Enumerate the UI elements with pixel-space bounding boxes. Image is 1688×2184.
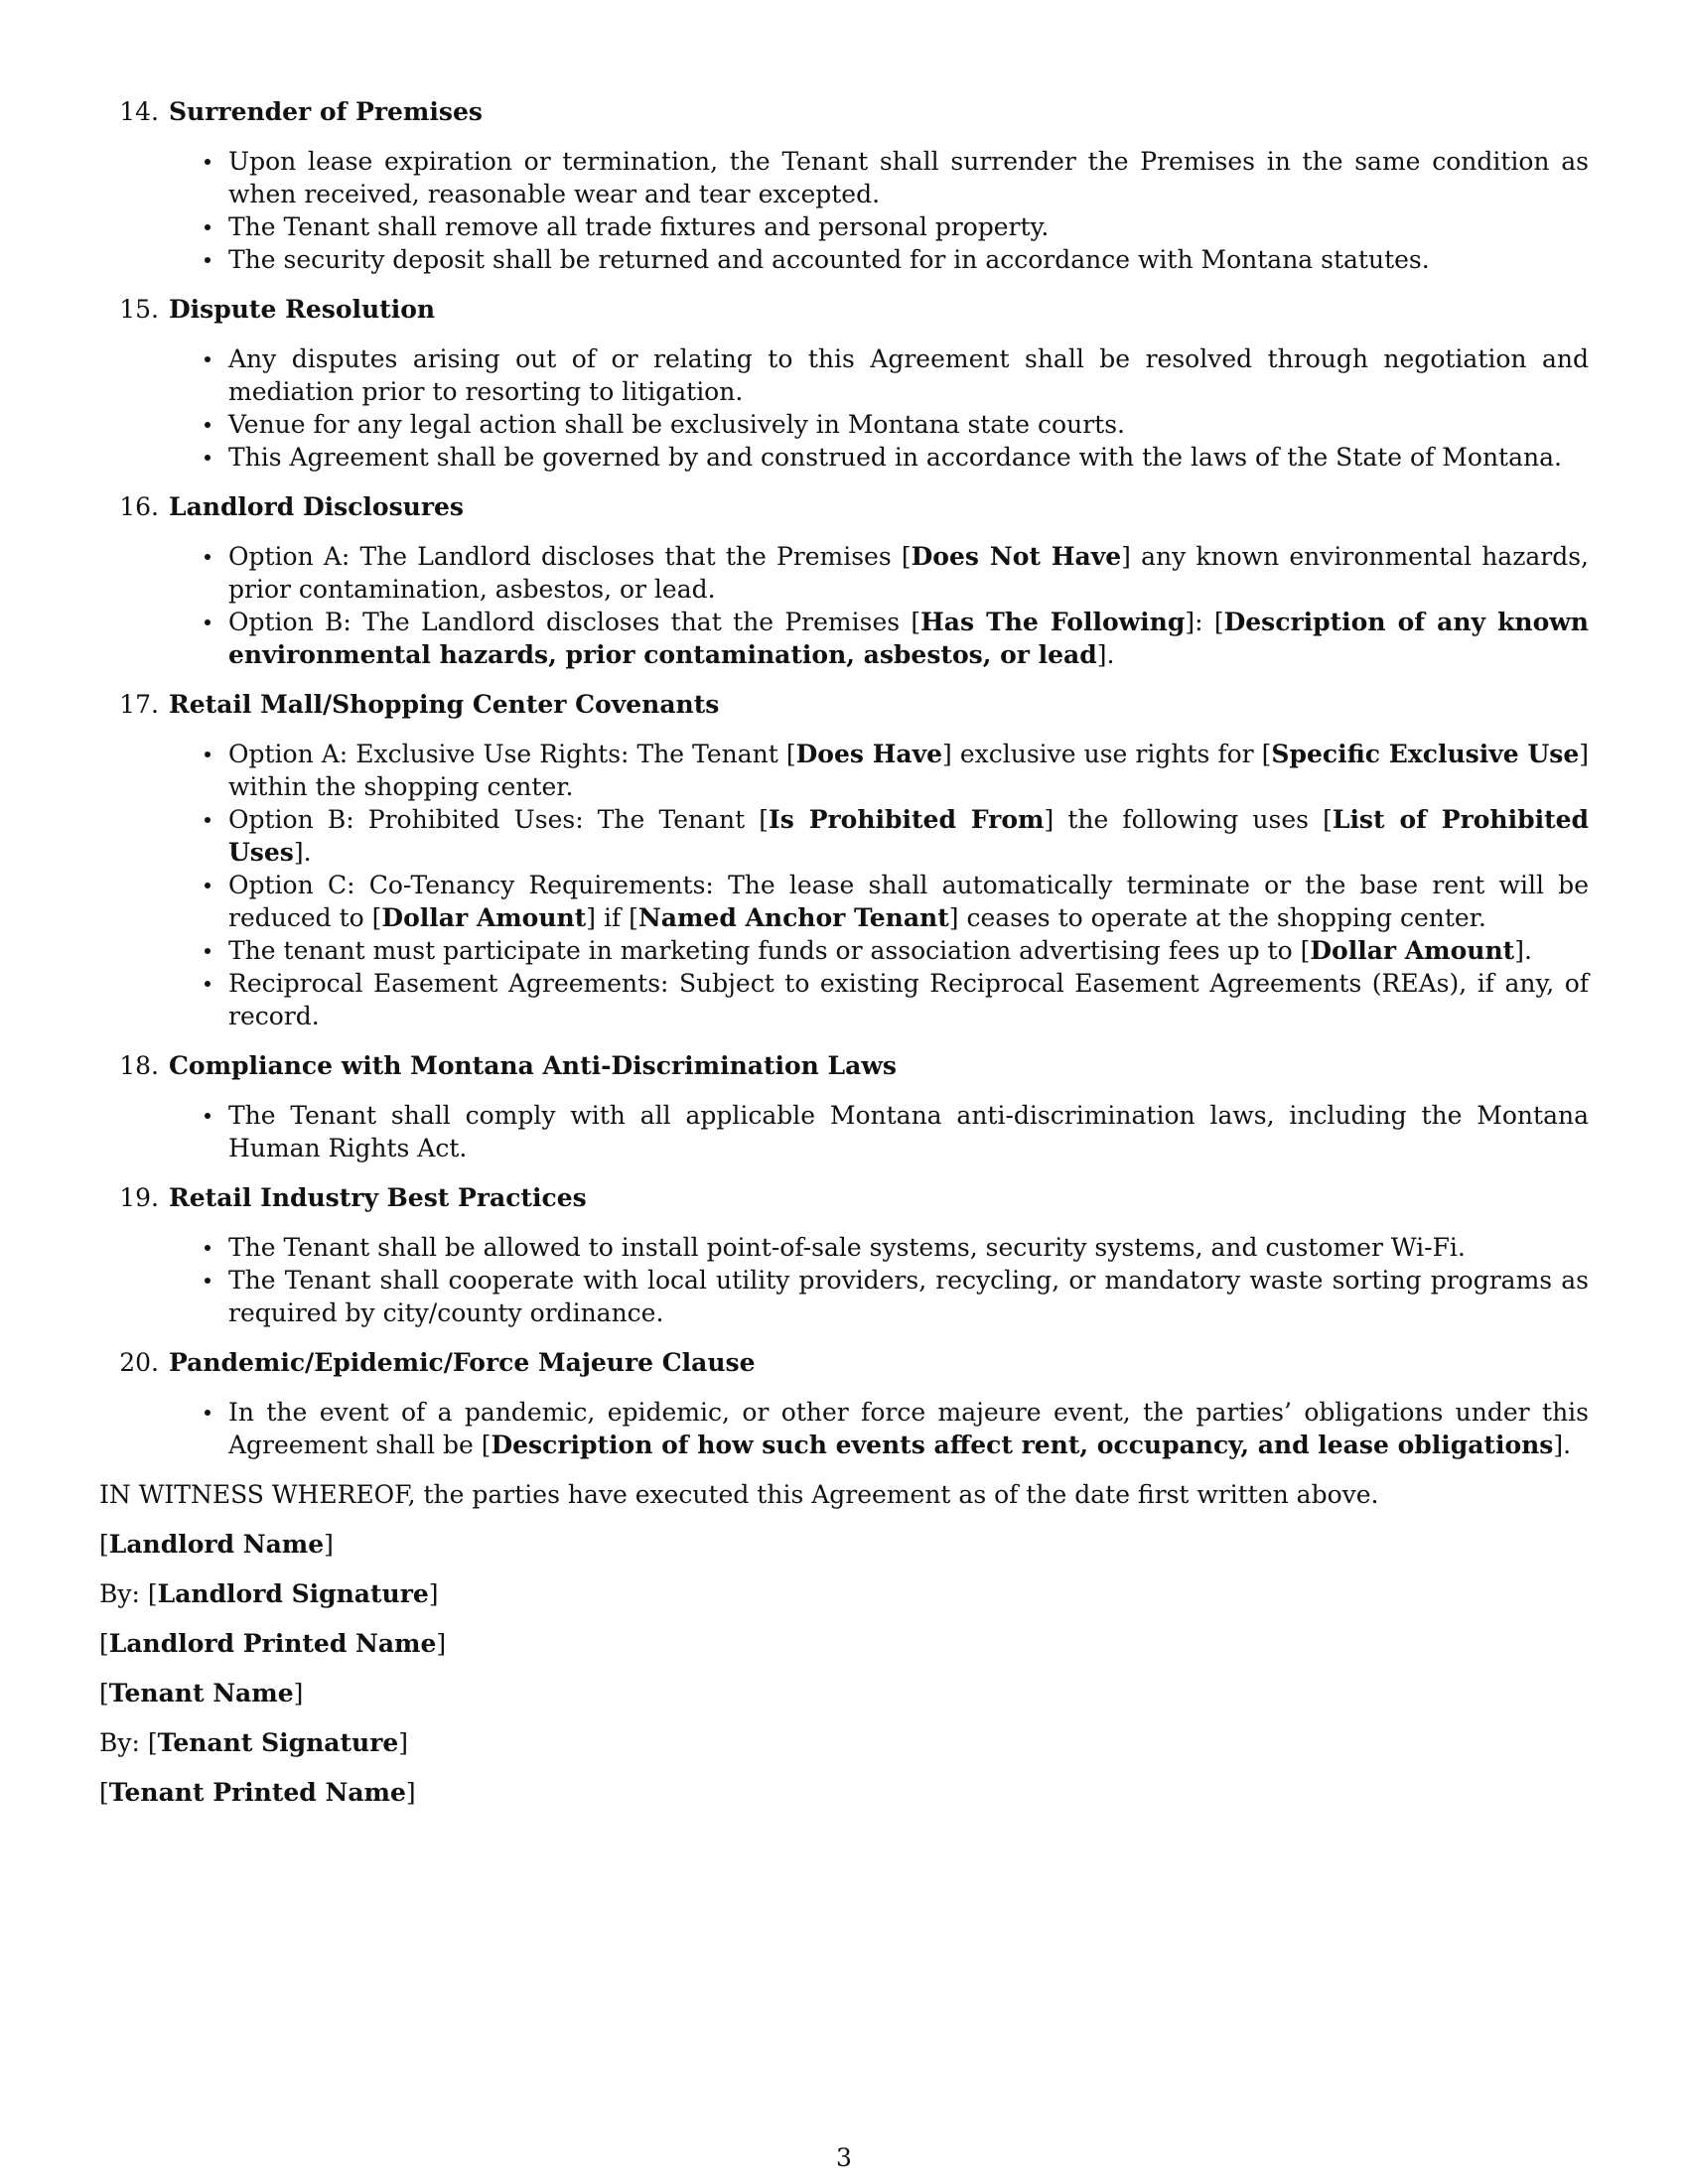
bullet-item	[228, 408, 1589, 441]
section-title: Retail Industry Best Practices	[169, 1183, 587, 1212]
placeholder-field: Named Anchor Tenant	[637, 903, 949, 932]
signature-line	[99, 1577, 1589, 1610]
text-run: ]: [	[1185, 608, 1224, 636]
text-run: [	[99, 1679, 109, 1707]
signature-line	[99, 1627, 1589, 1660]
section-title: Dispute Resolution	[169, 295, 436, 324]
bullet-list	[99, 145, 1589, 276]
bullet-item	[228, 934, 1589, 967]
placeholder-field: Dollar Amount	[1310, 936, 1515, 965]
section-number: 18.	[119, 1051, 159, 1080]
placeholder-field: Tenant Printed Name	[108, 1778, 406, 1807]
section-title: Landlord Disclosures	[169, 492, 465, 521]
bullet-list	[99, 1396, 1589, 1461]
section-number: 17.	[119, 690, 159, 719]
bullet-item	[228, 1231, 1589, 1264]
text-run: ] if [	[586, 903, 638, 932]
bullet-item	[228, 441, 1589, 474]
text-run: By: [	[99, 1579, 158, 1608]
placeholder-field: Description of any known environmental hazards, prior contamination, asbestos, or lead	[228, 608, 1589, 669]
text-run: By: [	[99, 1728, 158, 1757]
text-run: ].	[1514, 936, 1532, 965]
text-run: ]	[293, 1679, 304, 1707]
bullet-item	[228, 145, 1589, 210]
text-run: The Tenant shall remove all trade fixtures and personal property.	[228, 212, 1050, 241]
text-run: This Agreement shall be governed by and construed in accordance with the laws of the State of Montana.	[228, 443, 1562, 472]
text-run: In the event of a pandemic, epidemic, or other force majeure event, the parties’ obligations under this Agreement shall be [	[228, 1398, 1589, 1459]
bullet-list	[99, 540, 1589, 671]
section-number: 16.	[119, 492, 159, 521]
text-run: ]	[436, 1629, 447, 1658]
section-number: 14.	[119, 97, 159, 126]
text-run: ] exclusive use rights for [	[942, 740, 1272, 768]
section-16	[99, 490, 1589, 671]
document-body	[99, 95, 1589, 1826]
signature-line	[99, 1528, 1589, 1561]
section-title: Surrender of Premises	[169, 97, 483, 126]
bullet-list	[99, 1099, 1589, 1164]
text-run: Venue for any legal action shall be exclusively in Montana state courts.	[228, 410, 1125, 439]
text-run: [	[99, 1629, 109, 1658]
section-number: 20.	[119, 1348, 159, 1377]
bullet-item	[228, 967, 1589, 1032]
text-run: ] the following uses [	[1044, 805, 1333, 834]
section-number: 19.	[119, 1183, 159, 1212]
section-title: Compliance with Montana Anti-Discrimination Laws	[169, 1051, 897, 1080]
bullet-item	[228, 1396, 1589, 1461]
placeholder-field: Landlord Signature	[157, 1579, 429, 1608]
text-run: The Tenant shall comply with all applicable Montana anti-discrimination laws, including the Montana Human Rights Act.	[228, 1101, 1589, 1162]
text-run: ]	[428, 1579, 439, 1608]
bullet-item	[228, 738, 1589, 803]
bullet-item	[228, 243, 1589, 276]
section-title: Retail Mall/Shopping Center Covenants	[169, 690, 720, 719]
section-title: Pandemic/Epidemic/Force Majeure Clause	[169, 1348, 756, 1377]
section-heading	[99, 1346, 1589, 1379]
text-run: Option B: Prohibited Uses: The Tenant [	[228, 805, 770, 834]
section-18	[99, 1049, 1589, 1164]
placeholder-field: Description of how such events affect rent, occupancy, and lease obligations	[491, 1431, 1554, 1459]
section-heading	[99, 293, 1589, 326]
placeholder-field: Is Prohibited From	[769, 805, 1045, 834]
section-14	[99, 95, 1589, 276]
placeholder-field: Does Have	[795, 740, 943, 768]
section-15	[99, 293, 1589, 474]
placeholder-field: Does Not Have	[911, 542, 1122, 571]
text-run: ].	[293, 838, 312, 867]
bullet-item	[228, 540, 1589, 606]
text-run: Upon lease expiration or termination, the Tenant shall surrender the Premises in the same condition as when received, reasonable wear and tear excepted.	[228, 147, 1589, 208]
section-19	[99, 1181, 1589, 1329]
text-run: Option A: The Landlord discloses that the Premises [	[228, 542, 912, 571]
text-run: [	[99, 1530, 109, 1559]
placeholder-field: Landlord Printed Name	[108, 1629, 437, 1658]
text-run: ] any known environmental hazards, prior contamination, asbestos, or lead.	[228, 542, 1590, 604]
text-run: [	[99, 1778, 109, 1807]
text-run: Any disputes arising out of or relating to this Agreement shall be resolved through negotiation and mediation prior to resorting to litigation.	[228, 344, 1589, 406]
bullet-list	[99, 738, 1589, 1032]
placeholder-field: Landlord Name	[108, 1530, 325, 1559]
text-run: ] within the shopping center.	[228, 740, 1589, 801]
bullet-list	[99, 1231, 1589, 1329]
section-heading	[99, 1181, 1589, 1214]
text-run: ].	[1553, 1431, 1572, 1459]
witness-clause: IN WITNESS WHEREOF, the parties have executed this Agreement as of the date first written above.	[99, 1480, 1379, 1509]
text-run: Reciprocal Easement Agreements: Subject to existing Reciprocal Easement Agreements (REAs), if any, of record.	[228, 969, 1589, 1030]
text-run: The Tenant shall be allowed to install point-of-sale systems, security systems, and customer Wi-Fi.	[228, 1233, 1466, 1262]
signature-line	[99, 1677, 1589, 1709]
text-run: Option C: Co-Tenancy Requirements: The lease shall automatically terminate or the base rent will be reduced to [	[228, 871, 1589, 932]
section-heading	[99, 95, 1589, 128]
section-20	[99, 1346, 1589, 1461]
text-run: Option B: The Landlord discloses that the Premises [	[228, 608, 921, 636]
placeholder-field: List of Prohibited Uses	[228, 805, 1590, 867]
placeholder-field: Dollar Amount	[381, 903, 587, 932]
section-number: 15.	[119, 295, 159, 324]
text-run: The Tenant shall cooperate with local utility providers, recycling, or mandatory waste sorting programs as required by city/county ordinance.	[228, 1266, 1589, 1327]
text-run: ]	[324, 1530, 334, 1559]
text-run: ].	[1096, 640, 1115, 669]
text-run: The tenant must participate in marketing funds or association advertising fees up to [	[228, 936, 1311, 965]
signature-line	[99, 1776, 1589, 1809]
section-heading	[99, 490, 1589, 523]
text-run: Option A: Exclusive Use Rights: The Tenant [	[228, 740, 796, 768]
bullet-item	[228, 1099, 1589, 1164]
bullet-item	[228, 210, 1589, 243]
signature-line	[99, 1726, 1589, 1759]
bullet-item	[228, 606, 1589, 671]
text-run: ]	[398, 1728, 409, 1757]
placeholder-field: Has The Following	[920, 608, 1186, 636]
section-list	[99, 95, 1589, 1461]
bullet-item	[228, 1264, 1589, 1329]
bullet-item	[228, 342, 1589, 408]
section-17	[99, 688, 1589, 1032]
text-run: ]	[405, 1778, 416, 1807]
text-run: The security deposit shall be returned and accounted for in accordance with Montana statutes.	[228, 245, 1430, 274]
section-heading	[99, 1049, 1589, 1082]
signature-block	[99, 1528, 1589, 1809]
bullet-list	[99, 342, 1589, 474]
placeholder-field: Tenant Signature	[157, 1728, 399, 1757]
placeholder-field: Tenant Name	[108, 1679, 294, 1707]
page-number: 3	[836, 2143, 852, 2172]
bullet-item	[228, 869, 1589, 934]
section-heading	[99, 688, 1589, 721]
bullet-item	[228, 803, 1589, 869]
placeholder-field: Specific Exclusive Use	[1271, 740, 1580, 768]
text-run: ] ceases to operate at the shopping center.	[948, 903, 1486, 932]
